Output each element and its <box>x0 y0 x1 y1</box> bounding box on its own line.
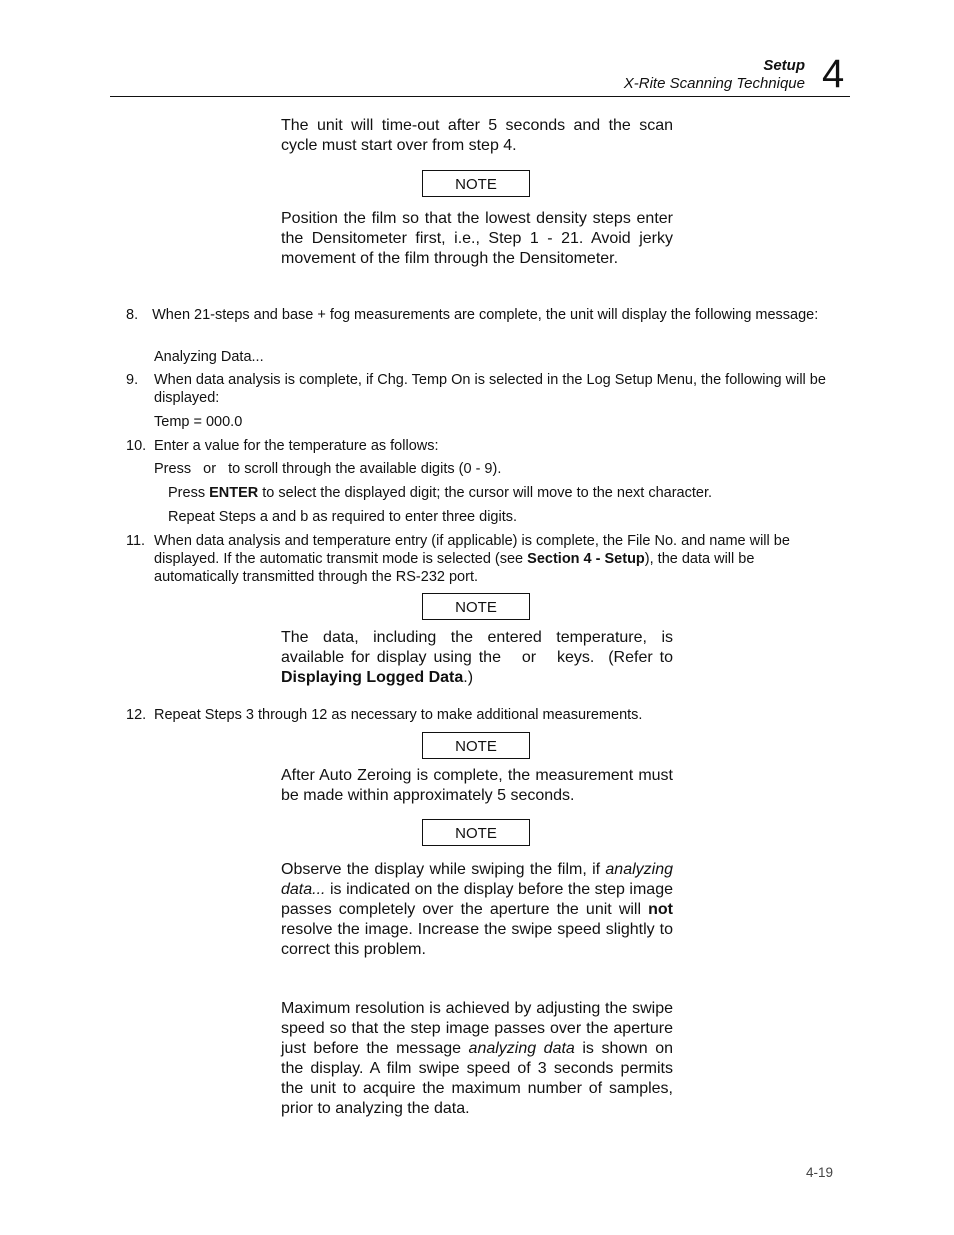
max-res-text: Maximum resolution is achieved by adjusting the swipe speed so that the step image passes over the aperture just before the message <box>281 1000 673 1057</box>
displaying-logged-data-reference: Displaying Logged Data <box>281 669 464 686</box>
step-text: When data analysis is complete, if Chg. Temp On is selected in the Log Setup Menu, the following will be displayed: <box>154 372 826 406</box>
timeout-paragraph: The unit will time-out after 5 seconds and the scan cycle must start over from step 4. <box>281 117 673 154</box>
step-text: When 21-steps and base + fog measurements are complete, the unit will display the following message: <box>152 307 819 323</box>
running-header-subtitle: X-Rite Scanning Technique <box>623 75 805 92</box>
step-number: 12. <box>126 707 147 723</box>
max-res-text-end: is shown on the display. A film swipe speed of 3 seconds permits the unit to acquire the maximum number of samples, prior to analyzing the data. <box>281 1040 674 1117</box>
note-box: NOTE <box>422 819 530 846</box>
note-position-film: Position the film so that the lowest density steps enter the Densitometer first, i.e., Step 1 - 21. Avoid jerky movement of the film through the Densitometer. <box>281 210 673 267</box>
step-8 <box>126 306 840 324</box>
step-number: 9. <box>126 372 139 388</box>
chapter-number: 4 <box>822 52 845 96</box>
header-rule <box>110 96 850 97</box>
observe-text-mid: is indicated on the display before the step image passes completely over the aperture the unit will <box>281 881 673 918</box>
step-number: 8. <box>126 307 139 323</box>
step-number: 10. <box>126 438 147 454</box>
step-10 <box>126 437 840 455</box>
temp-display: Temp = 000.0 <box>154 414 243 430</box>
step-9 <box>126 371 840 407</box>
step-11-text-end: ), the data will be automatically transmitted through the RS-232 port. <box>154 551 755 585</box>
emphasis-not: not <box>648 901 673 918</box>
note-data-text: The data, including the entered temperature, is available for display using the or keys. (Refer to <box>281 629 678 666</box>
step-text: Enter a value for the temperature as follows: <box>154 438 439 454</box>
analyzing-message: Analyzing Data... <box>154 349 264 365</box>
step-text: Repeat Steps 3 through 12 as necessary to make additional measurements. <box>154 707 643 723</box>
substep-b-text: Press <box>168 485 210 501</box>
running-header-section: Setup <box>763 57 805 74</box>
note-data-text-end: .) <box>463 669 474 686</box>
note-data-display <box>281 628 678 688</box>
page-number: 4-19 <box>805 1165 833 1180</box>
enter-key-label: ENTER <box>209 485 259 501</box>
note-box: NOTE <box>422 170 530 197</box>
section-reference: Section 4 - Setup <box>527 551 645 567</box>
note-box: NOTE <box>422 593 530 620</box>
note-max-resolution <box>281 999 673 1119</box>
step-11 <box>126 532 840 586</box>
step-text <box>154 532 840 586</box>
step-number: 11. <box>126 533 146 549</box>
observe-text-end: resolve the image. Increase the swipe speed slightly to correct this problem. <box>281 921 673 958</box>
step-11-text: When data analysis and temperature entry (if applicable) is complete, the File No. and name will be displayed. If the automatic transmit mode is selected (see <box>154 533 790 567</box>
note-observe-display <box>281 860 673 960</box>
observe-text: Observe the display while swiping the film, if <box>281 861 606 878</box>
analyzing-data-term: analyzing data... <box>281 861 673 898</box>
substep-c: Repeat Steps a and b as required to enter three digits. <box>168 509 518 525</box>
note-auto-zero: After Auto Zeroing is complete, the measurement must be made within approximately 5 seconds. <box>281 767 673 804</box>
step-12 <box>126 706 840 724</box>
substep-a: Press or to scroll through the available digits (0 - 9). <box>154 461 502 477</box>
analyzing-data-term: analyzing data <box>468 1040 575 1057</box>
note-box: NOTE <box>422 732 530 759</box>
substep-b-text-end: to select the displayed digit; the cursor will move to the next character. <box>258 485 713 501</box>
substep-b <box>168 484 712 502</box>
